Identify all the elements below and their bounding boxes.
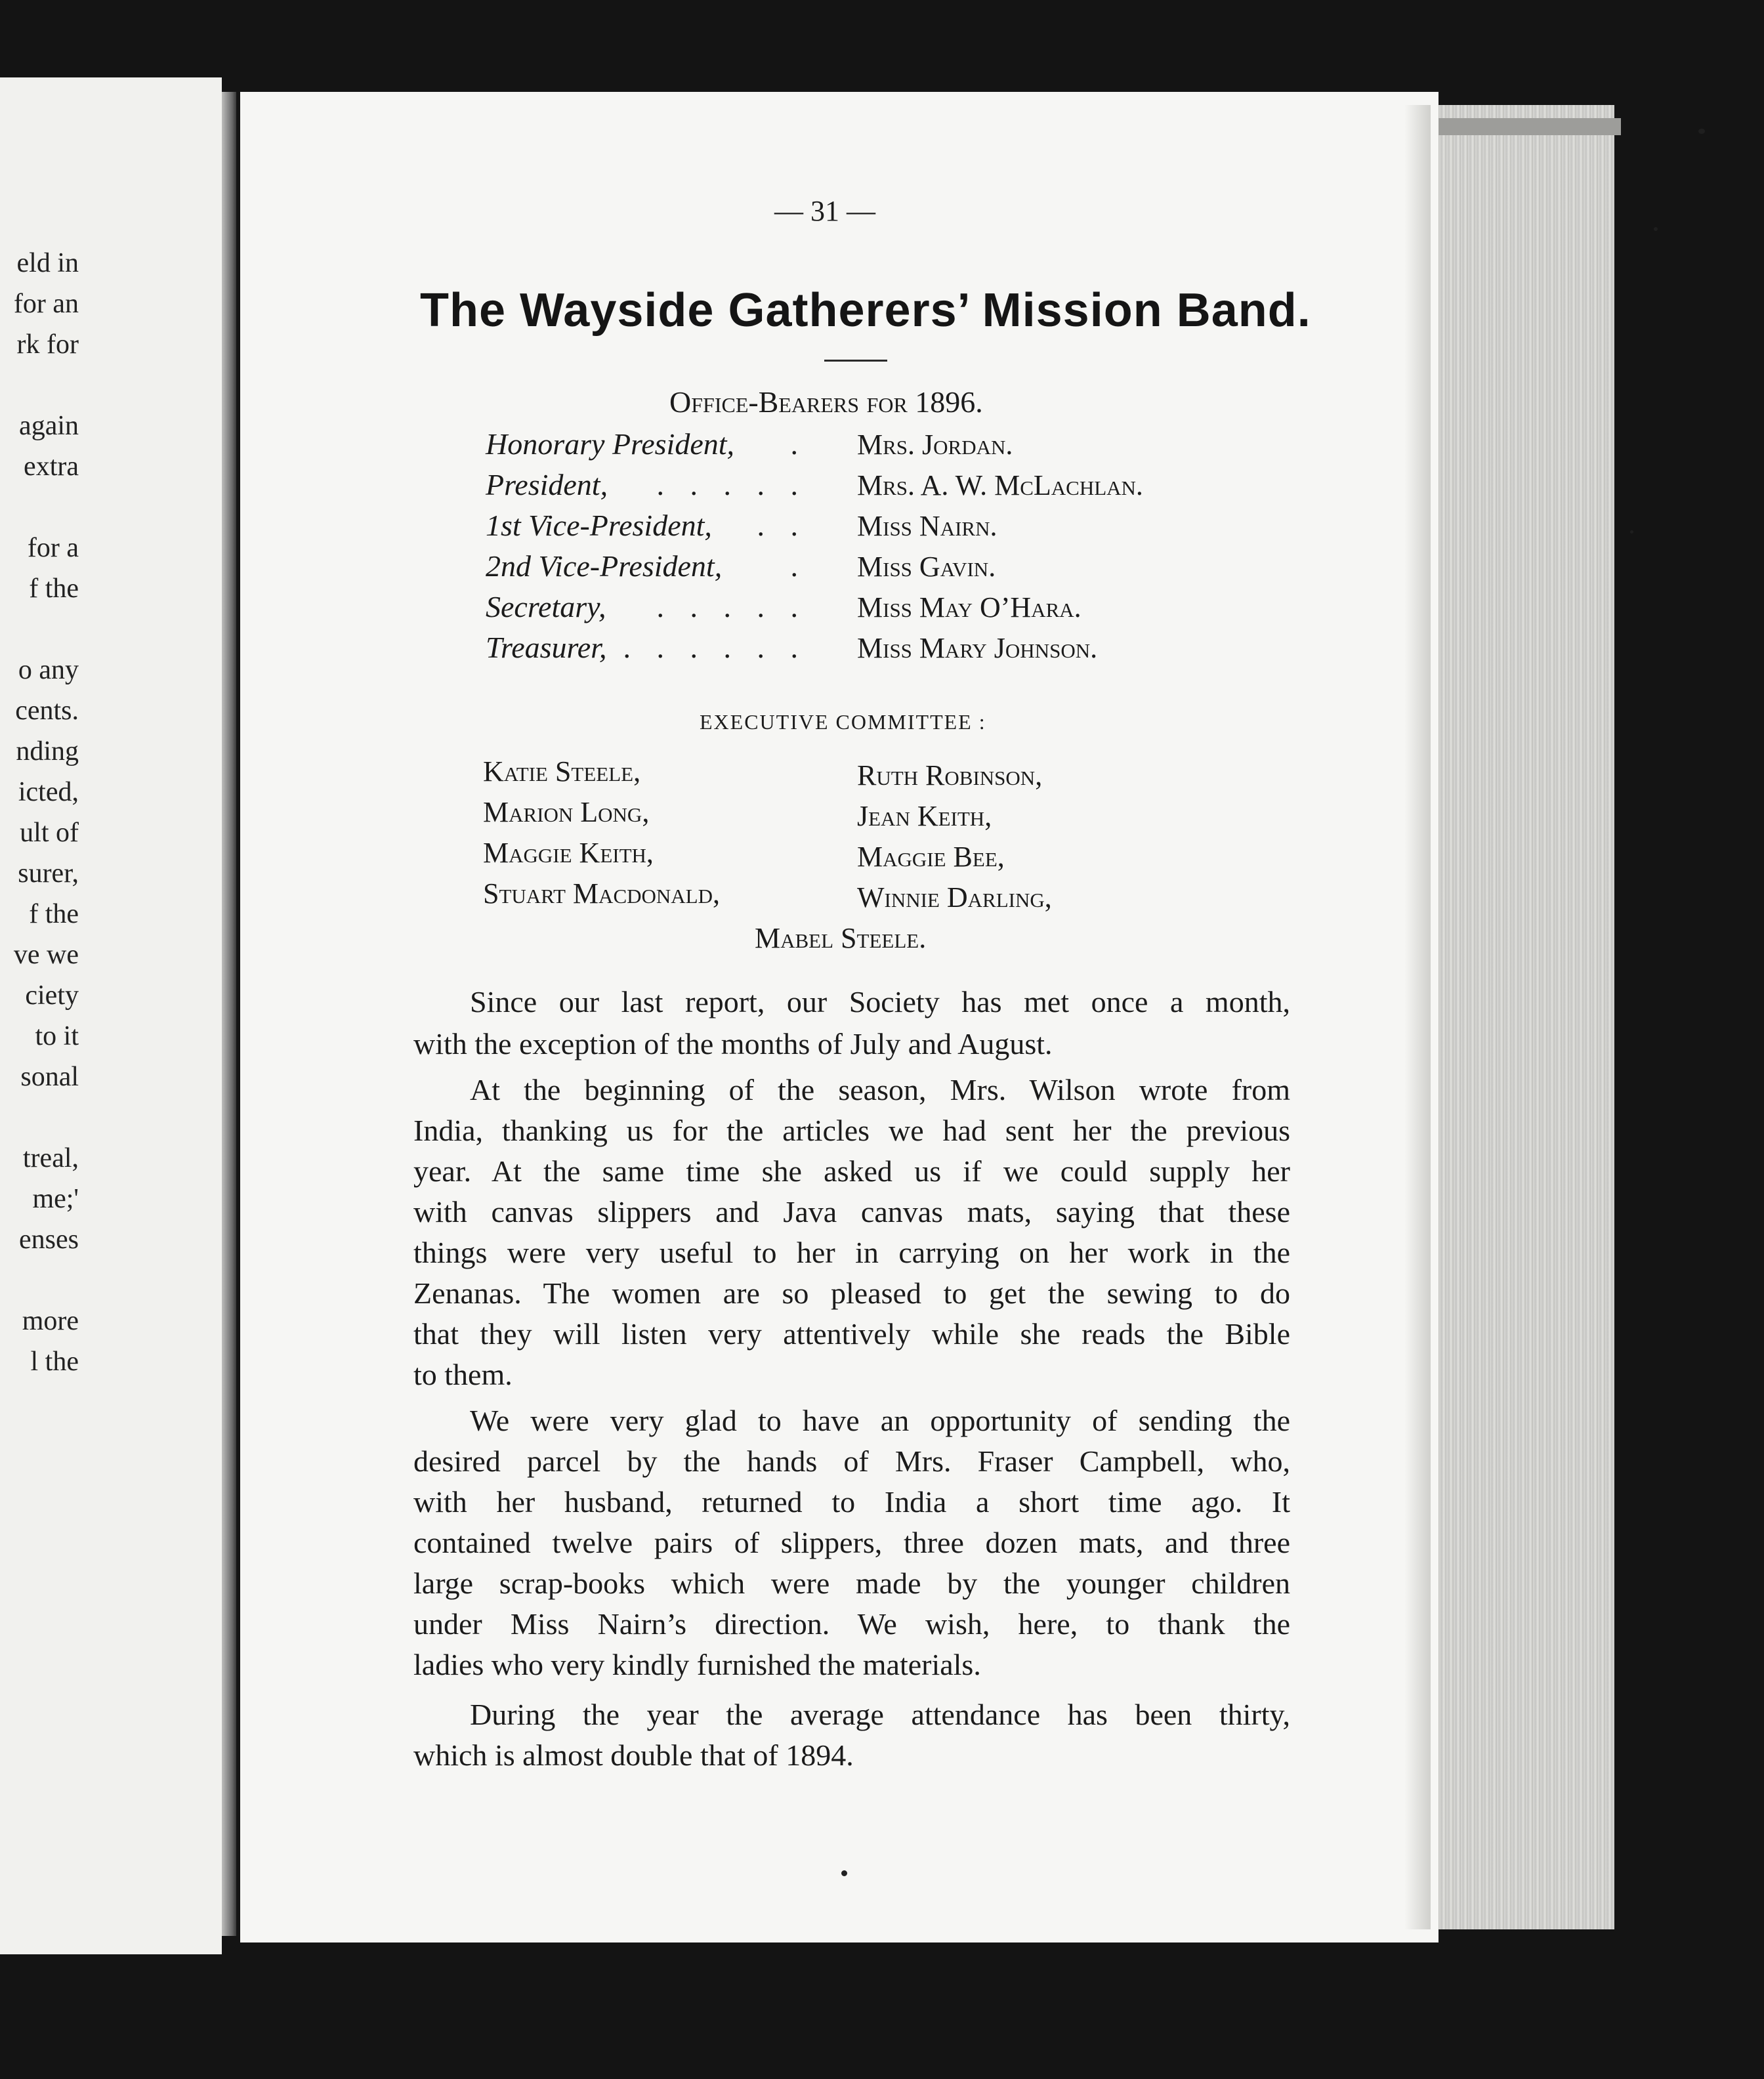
officer-name: Miss Mary Johnson.	[857, 632, 1098, 664]
dot-leader: . . . . . .	[623, 631, 807, 664]
book-gutter	[222, 92, 236, 1936]
printer-mark	[841, 1870, 847, 1876]
page-block-top	[1431, 118, 1621, 135]
officer-role: 2nd Vice-President,	[486, 549, 723, 583]
officer-name: Mrs. Jordan.	[857, 429, 1013, 461]
body-text-line: At the beginning of the season, Mrs. Wilson wrote from	[470, 1073, 1290, 1106]
left-page-line: rk for	[16, 329, 79, 360]
officer-role: 1st Vice-President,	[486, 509, 712, 542]
body-text-line: contained twelve pairs of slippers, three dozen mats, and three	[413, 1526, 1290, 1559]
previous-page-fragment	[0, 77, 222, 1954]
body-text-line: desired parcel by the hands of Mrs. Fraser Campbell, who,	[413, 1444, 1290, 1478]
left-page-line: enses	[19, 1225, 79, 1255]
left-page-line: to it	[35, 1021, 79, 1051]
body-text-line: Since our last report, our Society has met once a month,	[470, 985, 1290, 1018]
committee-member: Marion Long,	[483, 796, 650, 828]
officer-role: Secretary,	[486, 590, 606, 623]
left-page-line: ve we	[13, 940, 79, 970]
dot-leader: . .	[757, 509, 807, 542]
officer-role: Treasurer,	[486, 631, 607, 664]
dust-speck	[1698, 129, 1705, 134]
body-text-line: things were very useful to her in carrying on her work in the	[413, 1236, 1290, 1269]
left-page-line: sonal	[20, 1062, 79, 1092]
dot-leader: .	[790, 549, 807, 583]
dust-speck	[1654, 227, 1658, 231]
officer-name: Mrs. A. W. McLachlan.	[857, 469, 1143, 501]
left-page-line: l the	[30, 1347, 79, 1377]
body-text-line: large scrap-books which were made by the younger children	[413, 1566, 1290, 1600]
page-block-edge	[1418, 105, 1614, 1929]
body-text-line: under Miss Nairn’s direction. We wish, here, to thank the	[413, 1607, 1290, 1641]
officer-name: Miss Gavin.	[857, 551, 996, 583]
left-page-line: o any	[18, 655, 79, 685]
left-page-line: icted,	[18, 777, 79, 807]
committee-member: Maggie Bee,	[857, 841, 1005, 873]
body-text-line: ladies who very kindly furnished the materials.	[413, 1648, 981, 1681]
committee-member: Ruth Robinson,	[857, 759, 1043, 791]
committee-member: Winnie Darling,	[857, 881, 1052, 914]
left-page-line: for a	[27, 533, 79, 563]
body-text-line: that they will listen very attentively while she reads the Bible	[413, 1317, 1290, 1351]
office-bearers-heading: Office-Bearers for 1896.	[669, 385, 983, 419]
body-text-line: India, thanking us for the articles we had sent her the previous	[413, 1114, 1290, 1147]
title-rule	[824, 360, 887, 362]
body-text-line: During the year the average attendance has been thirty,	[470, 1698, 1290, 1731]
body-text-line: to them.	[413, 1358, 513, 1391]
page-number: — 31 —	[774, 195, 875, 227]
officer-name: Miss May O’Hara.	[857, 591, 1082, 623]
body-text-line: with canvas slippers and Java canvas mats, saying that these	[413, 1195, 1290, 1228]
left-page-line: nding	[16, 736, 79, 766]
dust-speck	[1630, 530, 1633, 534]
left-page-line: cents.	[15, 696, 79, 726]
body-text-line: with the exception of the months of July and August.	[413, 1027, 1053, 1060]
officer-role: President,	[486, 468, 608, 501]
body-text-line: We were very glad to have an opportunity of sending the	[470, 1404, 1290, 1437]
page-title: The Wayside Gatherers’ Mission Band.	[420, 284, 1311, 337]
left-page-line: ciety	[25, 980, 79, 1011]
left-page-line: extra	[24, 452, 79, 482]
left-page-line: treal,	[22, 1143, 79, 1173]
left-page-line: ult of	[20, 818, 79, 848]
left-page-line: more	[22, 1306, 79, 1336]
committee-member: Jean Keith,	[857, 800, 992, 832]
left-page-line: eld in	[16, 248, 79, 278]
left-page-line: again	[19, 411, 79, 441]
body-text-line: Zenanas. The women are so pleased to get the sewing to do	[413, 1276, 1290, 1310]
officer-name: Miss Nairn.	[857, 510, 998, 542]
body-text-line: which is almost double that of 1894.	[413, 1738, 854, 1772]
body-text-line: with her husband, returned to India a short time ago. It	[413, 1485, 1290, 1519]
dot-leader: .	[790, 427, 807, 461]
committee-member: Maggie Keith,	[483, 837, 654, 869]
left-page-line: surer,	[18, 858, 79, 889]
dot-leader: . . . . .	[656, 468, 807, 501]
dot-leader: . . . . .	[656, 590, 807, 623]
page-edge-shadow	[1404, 105, 1431, 1929]
committee-member: Stuart Macdonald,	[483, 877, 720, 910]
body-text-line: year. At the same time she asked us if we could supply her	[413, 1154, 1290, 1188]
executive-committee-heading: EXECUTIVE COMMITTEE :	[700, 710, 986, 734]
left-page-line: f the	[29, 574, 79, 604]
officer-role: Honorary President,	[486, 427, 735, 461]
left-page-line: for an	[13, 289, 79, 319]
left-page-line: me;'	[32, 1184, 79, 1214]
left-page-line: f the	[29, 899, 79, 929]
committee-member: Katie Steele,	[483, 755, 641, 788]
committee-member: Mabel Steele.	[755, 922, 927, 954]
